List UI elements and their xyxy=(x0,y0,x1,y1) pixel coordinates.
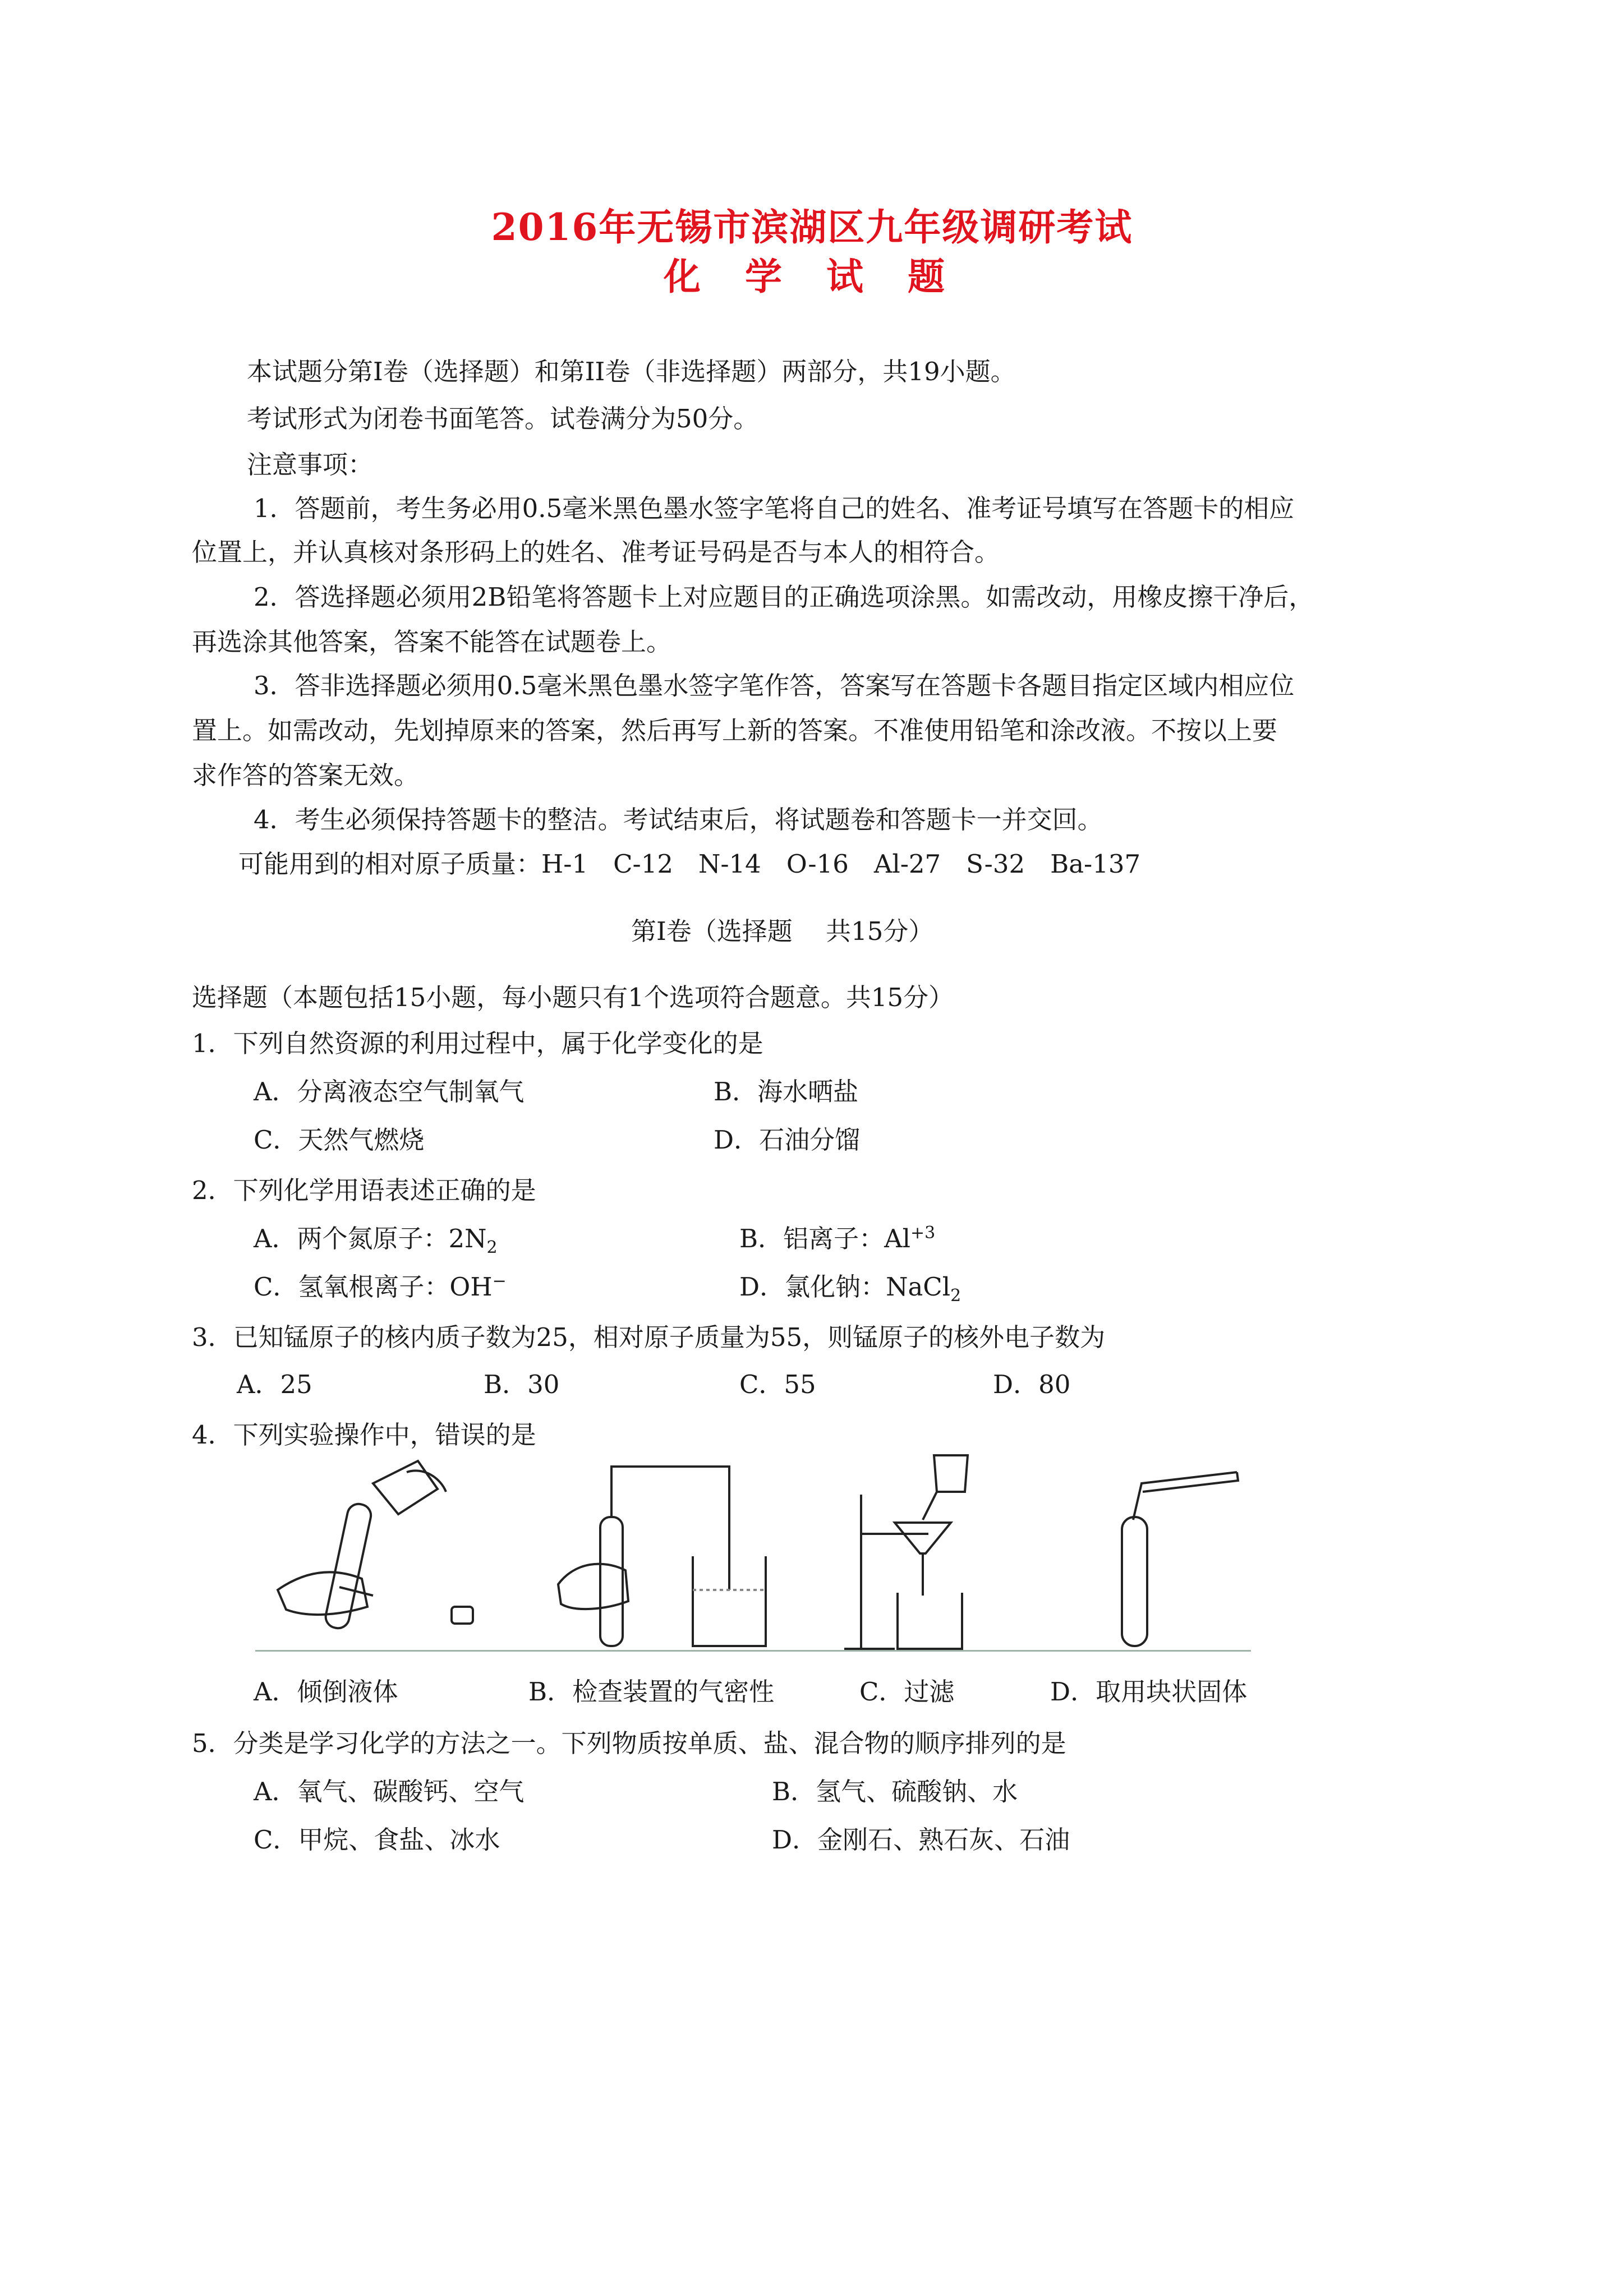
exam-title: 2016年无锡市滨湖区九年级调研考试 xyxy=(491,205,1133,249)
question-2-option-a xyxy=(254,1218,498,1257)
question-2-stem: 2．下列化学用语表述正确的是 xyxy=(192,1175,536,1205)
note-3-line-1: 3．答非选择题必须用0.5毫米黑色墨水签字笔作答，答案写在答题卡各题目指定区域内相应位 xyxy=(254,671,1295,700)
note-3-line-3: 求作答的答案无效。 xyxy=(192,760,420,790)
note-2-line-2: 再选涂其他答案，答案不能答在试题卷上。 xyxy=(192,627,672,657)
question-2-option-d-text: D．氯化钠：NaCl xyxy=(739,1272,951,1302)
section-heading: 第Ⅰ卷（选择题 共15分） xyxy=(631,916,934,946)
question-2-option-c xyxy=(254,1266,507,1303)
taking-solid-illustration xyxy=(1122,1472,1238,1646)
question-1-option-a: A．分离液态空气制氧气 xyxy=(254,1077,525,1106)
question-2-option-c-text: C．氢氧根离子：OH xyxy=(254,1272,493,1302)
question-2-option-b xyxy=(739,1218,935,1255)
question-5-option-b: B．氢气、硫酸钠、水 xyxy=(772,1777,1018,1806)
intro-line-1: 本试题分第Ⅰ卷（选择题）和第II卷（非选择题）两部分，共19小题。 xyxy=(247,357,1016,386)
question-3-option-b: B．30 xyxy=(484,1370,560,1399)
question-2-option-d xyxy=(739,1266,961,1306)
question-2-option-c-superscript: − xyxy=(492,1271,507,1291)
question-2-option-a-text: A．两个氮原子：2N xyxy=(254,1224,487,1253)
question-3-stem: 3．已知锰原子的核内质子数为25，相对原子质量为55，则锰原子的核外电子数为 xyxy=(192,1322,1106,1352)
question-4-option-d: D．取用块状固体 xyxy=(1050,1677,1248,1707)
atomic-masses: 可能用到的相对原子质量：H-1 C-12 N-14 O-16 Al-27 S-32 Ba-137 xyxy=(238,849,1141,879)
exam-subtitle: 化 学 试 题 xyxy=(664,255,960,298)
question-3-option-a: A．25 xyxy=(237,1370,312,1399)
lab-operations-figure xyxy=(255,1450,1251,1657)
question-3-option-c: C．55 xyxy=(739,1370,816,1399)
question-4-stem: 4．下列实验操作中，错误的是 xyxy=(192,1420,536,1450)
note-1-line-1: 1．答题前，考生务必用0.5毫米黑色墨水签字笔将自己的姓名、准考证号填写在答题卡的相应 xyxy=(254,494,1295,523)
question-4-option-a: A．倾倒液体 xyxy=(254,1677,398,1707)
note-1-line-2: 位置上，并认真核对条形码上的姓名、准考证号码是否与本人的相符合。 xyxy=(192,537,1000,567)
question-4-option-c: C．过滤 xyxy=(859,1677,955,1707)
question-5-option-d: D．金刚石、熟石灰、石油 xyxy=(772,1825,1070,1855)
airtightness-check-illustration xyxy=(558,1467,766,1646)
question-2-option-d-subscript: 2 xyxy=(950,1286,961,1306)
question-1-option-d: D．石油分馏 xyxy=(714,1125,861,1155)
question-5-option-c: C．甲烷、食盐、冰水 xyxy=(254,1825,500,1855)
question-1-option-b: B．海水晒盐 xyxy=(714,1077,859,1106)
question-2-option-a-subscript: 2 xyxy=(486,1238,498,1257)
pouring-liquid-illustration xyxy=(278,1461,473,1630)
section-instruction: 选择题（本题包括15小题，每小题只有1个选项符合题意。共15分） xyxy=(192,983,954,1012)
note-2-line-1: 2．答选择题必须用2B铅笔将答题卡上对应题目的正确选项涂黑。如需改动，用橡皮擦干净后， xyxy=(254,582,1314,612)
question-1-option-c: C．天然气燃烧 xyxy=(254,1125,425,1155)
question-2-option-b-text: B．铝离子：Al xyxy=(739,1224,910,1253)
filtration-illustration xyxy=(844,1455,968,1649)
question-2-option-b-superscript: +3 xyxy=(910,1223,936,1243)
note-4-line-1: 4．考生必须保持答题卡的整洁。考试结束后，将试题卷和答题卡一并交回。 xyxy=(254,805,1103,835)
intro-line-3: 注意事项： xyxy=(247,450,374,480)
question-3-option-d: D．80 xyxy=(993,1370,1071,1399)
question-5-stem: 5．分类是学习化学的方法之一。下列物质按单质、盐、混合物的顺序排列的是 xyxy=(192,1728,1066,1758)
note-3-line-2: 置上。如需改动，先划掉原来的答案，然后再写上新的答案。不准使用铅笔和涂改液。不按以上要 xyxy=(192,716,1278,745)
question-5-option-a: A．氧气、碳酸钙、空气 xyxy=(254,1777,525,1806)
question-4-option-b: B．检查装置的气密性 xyxy=(528,1677,775,1707)
intro-line-2: 考试形式为闭卷书面笔答。试卷满分为50分。 xyxy=(247,404,759,434)
figure-baseline xyxy=(255,1650,1251,1652)
question-1-stem: 1．下列自然资源的利用过程中，属于化学变化的是 xyxy=(192,1029,763,1058)
